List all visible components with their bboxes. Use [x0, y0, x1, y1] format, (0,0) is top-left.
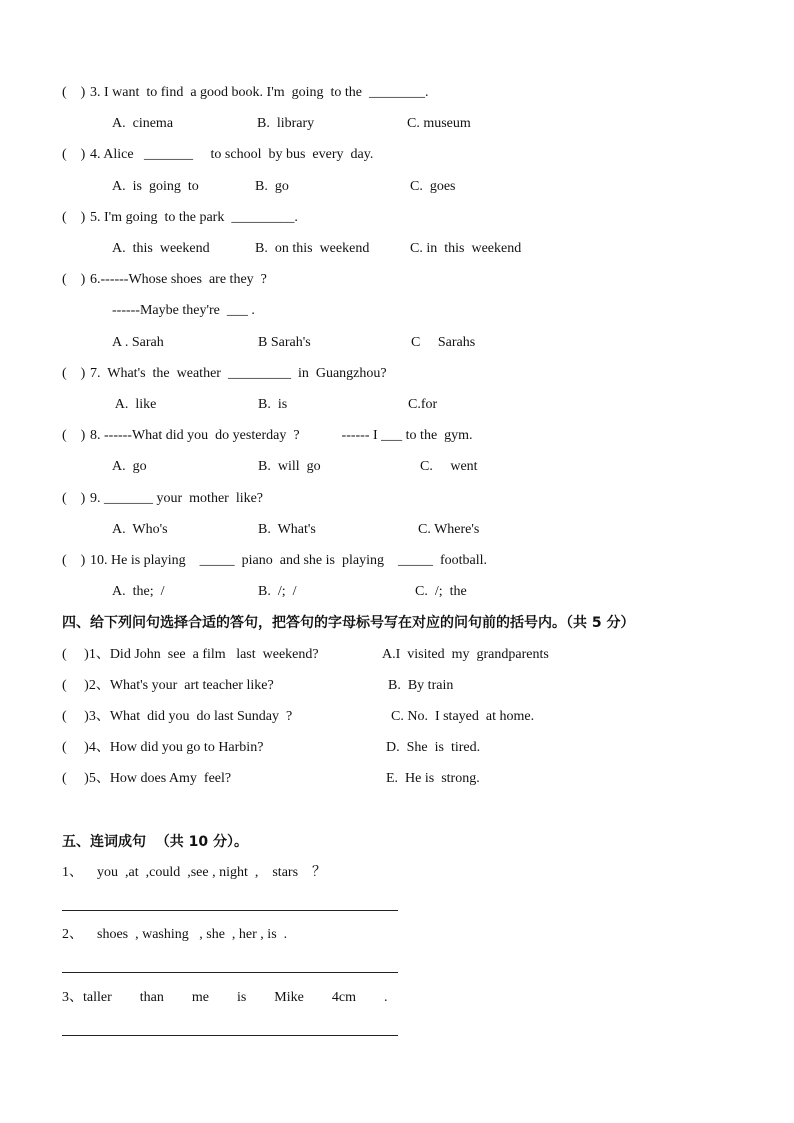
scrambled-words: 1、 you ,at ,could ,see , night , stars ？	[62, 865, 327, 880]
option-b: B Sarah's	[258, 335, 311, 350]
option-b: B. on this weekend	[255, 241, 370, 256]
matching-question[interactable]: ( )3、What did you do last Sunday ?	[62, 709, 293, 724]
option-c: C. in this weekend	[410, 241, 522, 256]
question-text: 4. Alice _______ to school by bus every day.	[90, 147, 374, 162]
option-c: C. goes	[410, 179, 456, 194]
option-c: C. museum	[407, 116, 471, 131]
answer-bracket[interactable]: ( )	[62, 85, 86, 100]
matching-question[interactable]: ( )1、Did John see a film last weekend?	[62, 647, 319, 662]
answer-bracket[interactable]: ( )	[62, 366, 86, 381]
section-4-title: 四、给下列问句选择合适的答句，把答句的字母标号写在对应的问句前的括号内。（共 5 分）	[62, 615, 635, 631]
question-text: 8. ------What did you do yesterday ? ------ I ___ to the gym.	[90, 428, 473, 443]
option-a: A. the; /	[112, 584, 165, 599]
scrambled-words: 2、 shoes , washing , she , her , is .	[62, 927, 288, 942]
matching-answer: B. By train	[388, 678, 454, 693]
option-a: A. go	[112, 459, 147, 474]
option-b: B. What's	[258, 522, 316, 537]
matching-answer: C. No. I stayed at home.	[391, 709, 535, 724]
answer-bracket[interactable]: ( )	[62, 553, 86, 568]
answer-bracket[interactable]: ( )	[62, 210, 86, 225]
option-b: B. is	[258, 397, 288, 412]
option-c: C. went	[420, 459, 478, 474]
question-text: 6.------Whose shoes are they ?	[90, 272, 267, 287]
matching-question[interactable]: ( )5、How does Amy feel?	[62, 771, 232, 786]
matching-answer: E. He is strong.	[386, 771, 480, 786]
question-text: 5. I'm going to the park _________.	[90, 210, 298, 225]
section-5-title: 五、连词成句 （共 10 分）。	[62, 834, 248, 850]
option-a: A. cinema	[112, 116, 174, 131]
answer-line[interactable]	[62, 972, 398, 973]
option-c: C Sarahs	[411, 335, 476, 350]
option-a: A . Sarah	[112, 335, 164, 350]
answer-bracket[interactable]: ( )	[62, 428, 86, 443]
option-a: A. Who's	[112, 522, 168, 537]
option-b: B. go	[255, 179, 289, 194]
answer-bracket[interactable]: ( )	[62, 272, 86, 287]
matching-question[interactable]: ( )2、What's your art teacher like?	[62, 678, 274, 693]
question-text: 9. _______ your mother like?	[90, 491, 264, 506]
option-c: C. Where's	[418, 522, 480, 537]
answer-bracket[interactable]: ( )	[62, 147, 86, 162]
matching-answer: D. She is tired.	[386, 740, 481, 755]
option-c: C. /; the	[415, 584, 467, 599]
question-text: 3. I want to find a good book. I'm going to the ________.	[90, 85, 429, 100]
option-b: B. library	[257, 116, 315, 131]
option-a: A. like	[112, 397, 157, 412]
matching-answer: A.I visited my grandparents	[382, 647, 549, 662]
question-text: 10. He is playing _____ piano and she is playing _____ football.	[90, 553, 488, 568]
question-text: 7. What's the weather _________ in Guangzhou?	[90, 366, 387, 381]
answer-bracket[interactable]: ( )	[62, 491, 86, 506]
answer-line[interactable]	[62, 910, 398, 911]
option-b: B. will go	[258, 459, 321, 474]
option-c: C.for	[408, 397, 438, 412]
answer-line[interactable]	[62, 1035, 398, 1036]
question-text-reply: ------Maybe they're ___ .	[112, 303, 255, 318]
option-a: A. is going to	[112, 179, 199, 194]
matching-question[interactable]: ( )4、How did you go to Harbin?	[62, 740, 264, 755]
scrambled-words: 3、taller than me is Mike 4cm .	[62, 990, 388, 1005]
option-a: A. this weekend	[112, 241, 210, 256]
option-b: B. /; /	[258, 584, 297, 599]
